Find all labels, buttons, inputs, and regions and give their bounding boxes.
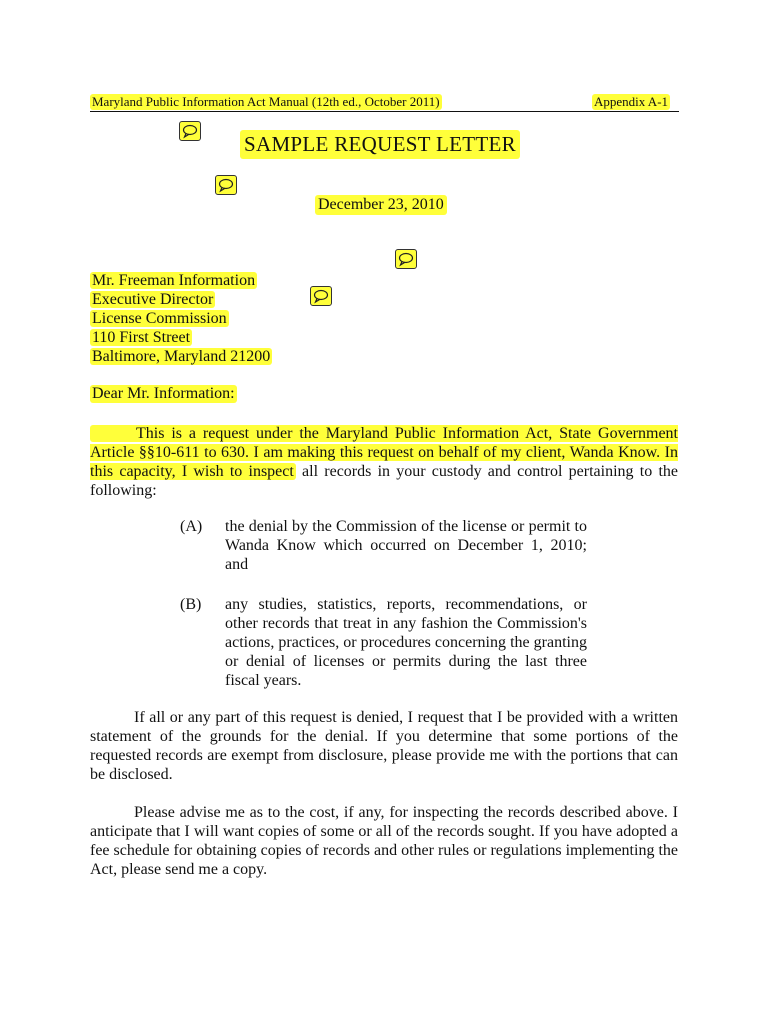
paragraph-text: all records in your custody and control pertaining to the following:	[90, 463, 678, 499]
list-item-label: (B)	[180, 596, 202, 613]
comment-note-icon[interactable]	[215, 175, 237, 195]
comment-note-icon[interactable]	[395, 249, 417, 269]
list-item-text: any studies, statistics, reports, recommendations, or other records that treat in any fashion the Commission's actions, practices, or procedures concerning the granting or denial of licenses or permits during the last three fiscal years.	[225, 596, 587, 689]
address-line: Executive Director	[92, 291, 214, 308]
letter-title: SAMPLE REQUEST LETTER	[240, 130, 520, 159]
paragraph-cost: Please advise me as to the cost, if any, for inspecting the records described above. I anticipate that I will want copies of some or all of the records sought. If you have adopted a fee schedule for obtaining copies of records and other rules or regulations implementing the Act, please send me a copy.	[90, 804, 678, 878]
header-divider	[90, 111, 679, 112]
highlighted-text: This is a request under the Maryland Public Information Act, State Government Article §§10-611 to 630. I am making this request on behalf of my client, Wanda Know. In this capacity, I wish to inspect	[90, 425, 678, 480]
list-item-text: the denial by the Commission of the license or permit to Wanda Know which occurred on December 1, 2010; and	[225, 518, 587, 573]
recipient-address	[90, 271, 272, 366]
address-line: Mr. Freeman Information	[92, 272, 256, 289]
address-line: License Commission	[92, 310, 227, 327]
list-item-label: (A)	[180, 518, 203, 535]
salutation: Dear Mr. Information:	[92, 385, 235, 402]
address-line: Baltimore, Maryland 21200	[92, 348, 271, 365]
running-header-right: Appendix A-1	[594, 94, 669, 109]
running-header-left: Maryland Public Information Act Manual (12th ed., October 2011)	[92, 94, 440, 109]
paragraph-denial: If all or any part of this request is denied, I request that I be provided with a written statement of the grounds for the denial. If you determine that some portions of the requested records are exempt from disclosure, please provide me with the portions that can be disclosed.	[90, 709, 678, 783]
letter-date: December 23, 2010	[315, 195, 447, 215]
address-line: 110 First Street	[92, 329, 191, 346]
comment-note-icon[interactable]	[179, 121, 201, 141]
paragraph-request	[90, 424, 678, 500]
comment-note-icon[interactable]	[310, 286, 332, 306]
